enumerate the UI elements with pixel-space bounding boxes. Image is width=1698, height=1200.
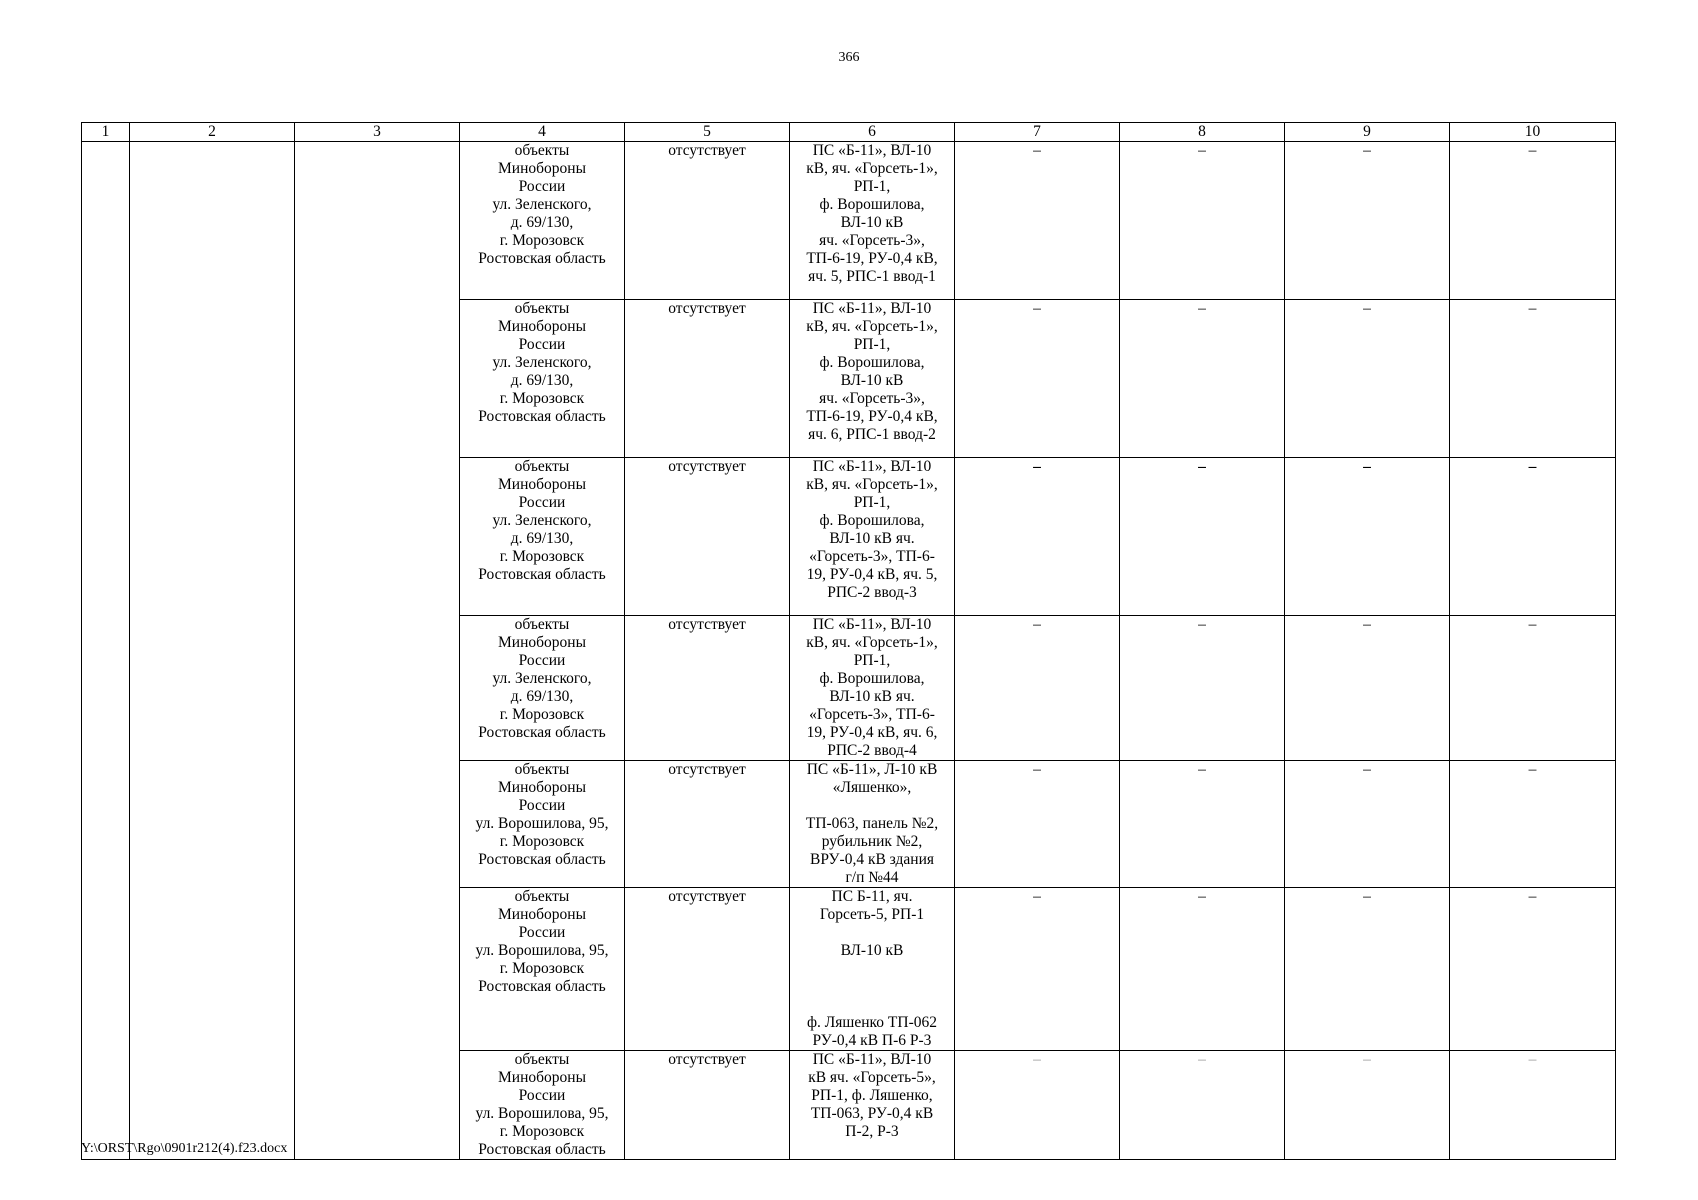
- page-number: 366: [838, 50, 860, 65]
- cell-col7: –: [955, 142, 1120, 300]
- cell-connection-point: ПС «Б-11», ВЛ-10 кВ, яч. «Горсеть-1», РП-1, ф. Ворошилова, ВЛ-10 кВ яч. «Горсеть-3», ТП-6- 19, РУ-0,4 кВ, яч. 6, РПС-2 ввод-4: [790, 616, 955, 761]
- cell-connection-point: ПС Б-11, яч. Горсеть-5, РП-1 ВЛ-10 кВ ф. Ляшенко ТП-062 РУ-0,4 кВ П-6 Р-3: [790, 888, 955, 1051]
- cell-status: отсутствует: [625, 616, 790, 761]
- column-header-4: 4: [460, 123, 625, 142]
- cell-col9: –: [1285, 300, 1450, 458]
- cell-col9: –: [1285, 142, 1450, 300]
- cell-col9: –: [1285, 1051, 1450, 1160]
- cell-col9: –: [1285, 888, 1450, 1051]
- cell-col8: –: [1120, 888, 1285, 1051]
- cell-status: отсутствует: [625, 761, 790, 888]
- column-header-3: 3: [295, 123, 460, 142]
- cell-col7: –: [955, 888, 1120, 1051]
- cell-col8: –: [1120, 616, 1285, 761]
- cell-status: отсутствует: [625, 300, 790, 458]
- cell-status: отсутствует: [625, 458, 790, 616]
- column-header-9: 9: [1285, 123, 1450, 142]
- cell-col3-merged: [295, 142, 460, 1160]
- cell-connection-point: ПС «Б-11», ВЛ-10 кВ, яч. «Горсеть-1», РП-1, ф. Ворошилова, ВЛ-10 кВ яч. «Горсеть-3», ТП-6- 19, РУ-0,4 кВ, яч. 5, РПС-2 ввод-3: [790, 458, 955, 616]
- cell-col10: –: [1450, 300, 1616, 458]
- cell-facility: объекты Минобороны России ул. Ворошилова, 95, г. Морозовск Ростовская область: [460, 888, 625, 1051]
- cell-col9: –: [1285, 458, 1450, 616]
- cell-col10: –: [1450, 888, 1616, 1051]
- cell-col7: –: [955, 761, 1120, 888]
- cell-col10: –: [1450, 1051, 1616, 1160]
- cell-col8: –: [1120, 142, 1285, 300]
- cell-col2-merged: [130, 142, 295, 1160]
- cell-col7: –: [955, 1051, 1120, 1160]
- cell-col9: –: [1285, 761, 1450, 888]
- cell-col7: –: [955, 458, 1120, 616]
- cell-connection-point: ПС «Б-11», ВЛ-10 кВ, яч. «Горсеть-1», РП-1, ф. Ворошилова, ВЛ-10 кВ яч. «Горсеть-3», ТП-6-19, РУ-0,4 кВ, яч. 5, РПС-1 ввод-1: [790, 142, 955, 300]
- cell-status: отсутствует: [625, 1051, 790, 1160]
- cell-connection-point: ПС «Б-11», ВЛ-10 кВ, яч. «Горсеть-1», РП-1, ф. Ворошилова, ВЛ-10 кВ яч. «Горсеть-3», ТП-6-19, РУ-0,4 кВ, яч. 6, РПС-1 ввод-2: [790, 300, 955, 458]
- cell-facility: объекты Минобороны России ул. Зеленского, д. 69/130, г. Морозовск Ростовская область: [460, 458, 625, 616]
- cell-facility: объекты Минобороны России ул. Ворошилова, 95, г. Морозовск Ростовская область: [460, 761, 625, 888]
- cell-col10: –: [1450, 142, 1616, 300]
- cell-col9: –: [1285, 616, 1450, 761]
- cell-facility: объекты Минобороны России ул. Зеленского, д. 69/130, г. Морозовск Ростовская область: [460, 616, 625, 761]
- cell-connection-point: ПС «Б-11», Л-10 кВ «Ляшенко», ТП-063, панель №2, рубильник №2, ВРУ-0,4 кВ здания г/п №44: [790, 761, 955, 888]
- cell-col10: –: [1450, 761, 1616, 888]
- cell-facility: объекты Минобороны России ул. Зеленского, д. 69/130, г. Морозовск Ростовская область: [460, 142, 625, 300]
- cell-facility: объекты Минобороны России ул. Зеленского, д. 69/130, г. Морозовск Ростовская область: [460, 300, 625, 458]
- column-header-10: 10: [1450, 123, 1616, 142]
- column-header-2: 2: [130, 123, 295, 142]
- column-header-1: 1: [82, 123, 130, 142]
- data-table: [81, 122, 1616, 1160]
- cell-status: отсутствует: [625, 142, 790, 300]
- cell-col7: –: [955, 300, 1120, 458]
- cell-col8: –: [1120, 300, 1285, 458]
- document-path-footer: Y:\ORST\Rgo\0901r212(4).f23.docx: [81, 1141, 288, 1156]
- table-row: [82, 142, 1616, 300]
- cell-col8: –: [1120, 1051, 1285, 1160]
- cell-status: отсутствует: [625, 888, 790, 1051]
- column-header-6: 6: [790, 123, 955, 142]
- column-header-7: 7: [955, 123, 1120, 142]
- cell-connection-point: ПС «Б-11», ВЛ-10 кВ яч. «Горсеть-5», РП-1, ф. Ляшенко, ТП-063, РУ-0,4 кВ П-2, Р-3: [790, 1051, 955, 1160]
- cell-col8: –: [1120, 458, 1285, 616]
- cell-col1-merged: [82, 142, 130, 1160]
- cell-col10: –: [1450, 458, 1616, 616]
- cell-col8: –: [1120, 761, 1285, 888]
- column-header-8: 8: [1120, 123, 1285, 142]
- cell-col10: –: [1450, 616, 1616, 761]
- header-row: [82, 123, 1616, 142]
- column-header-5: 5: [625, 123, 790, 142]
- cell-col7: –: [955, 616, 1120, 761]
- cell-facility: объекты Минобороны России ул. Ворошилова, 95, г. Морозовск Ростовская область: [460, 1051, 625, 1160]
